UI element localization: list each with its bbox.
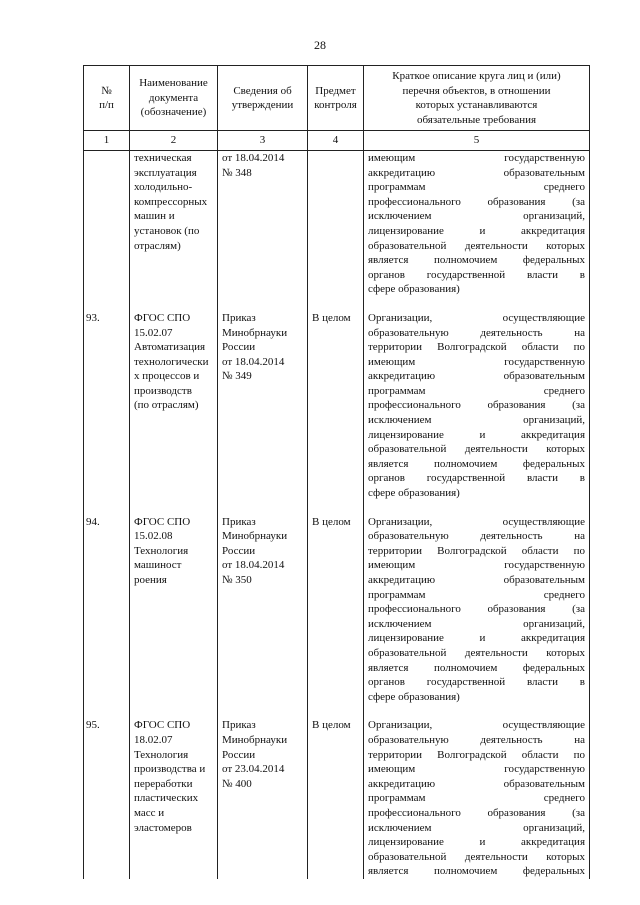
document-name-line: ФГОС СПО xyxy=(134,719,191,732)
document-name xyxy=(130,311,218,501)
document-name-line: машин и xyxy=(134,210,175,223)
header-line: п/п xyxy=(99,99,114,112)
header-line: № xyxy=(101,84,112,97)
document-name-line: эластомеров xyxy=(134,821,192,834)
control-subject: В целом xyxy=(308,311,364,501)
document-name-line: машиност xyxy=(134,559,182,572)
description-line: образовательную деятельность на xyxy=(368,733,585,746)
spacer-cell xyxy=(364,501,590,515)
description-line: аккредитацию образовательным xyxy=(368,574,585,586)
document-name-line: ФГОС СПО xyxy=(134,515,191,528)
document-name-line: установок (по xyxy=(134,224,200,237)
description-line: программам среднего xyxy=(368,792,585,805)
spacer-cell xyxy=(84,297,130,311)
description-line: профессионального образования (за xyxy=(368,399,585,412)
document-name-line: холодильно- xyxy=(134,181,193,194)
row-number: 93. xyxy=(84,311,130,501)
document-name-line: компрессорных xyxy=(134,195,208,208)
column-number: 3 xyxy=(218,131,308,151)
description-line: образовательную деятельность на xyxy=(368,530,585,543)
description xyxy=(364,311,590,501)
approval-info xyxy=(218,311,308,501)
header-line: контроля xyxy=(314,99,357,112)
description-line: органов государственной власти в xyxy=(368,472,585,485)
description-line: аккредитацию образовательным xyxy=(368,166,585,179)
description-line: исключением организаций, xyxy=(368,821,585,834)
header-line: обязательные требования xyxy=(416,113,537,126)
description-line: является полномочием федеральных xyxy=(368,457,585,470)
table-body xyxy=(84,150,590,878)
approval-line: Приказ xyxy=(222,311,256,324)
approval-line: России xyxy=(222,341,256,354)
description-line: образовательной деятельности которых xyxy=(368,239,585,252)
approval-line: от 18.04.2014 xyxy=(222,559,285,572)
spacer-cell xyxy=(130,501,218,515)
control-subject: В целом xyxy=(308,515,364,705)
header-number xyxy=(84,66,130,131)
description-line: имеющим государственную xyxy=(368,763,585,776)
description-line: сфере образования) xyxy=(368,283,460,296)
approval-line: Минобрнауки xyxy=(222,326,288,339)
table-row xyxy=(84,515,590,705)
spacer-cell xyxy=(84,704,130,718)
row-spacer xyxy=(84,704,590,718)
description-line: лицензирование и аккредитация xyxy=(368,428,585,441)
description-line: образовательную деятельность на xyxy=(368,326,585,339)
spacer-cell xyxy=(364,297,590,311)
description-line: органов государственной власти в xyxy=(368,676,585,689)
row-number: 95. xyxy=(84,718,130,879)
description xyxy=(364,515,590,705)
description-line: является полномочием федеральных xyxy=(368,661,585,674)
description-line: лицензирование и аккредитация xyxy=(368,632,585,645)
spacer-cell xyxy=(130,704,218,718)
approval-line: от 18.04.2014 xyxy=(222,355,285,368)
approval-line: № 349 xyxy=(222,370,252,383)
description-line: аккредитацию образовательным xyxy=(368,370,585,383)
description-line: органов государственной власти в xyxy=(368,268,585,281)
document-name-line: масс и xyxy=(134,806,165,819)
description-line: территории Волгоградской области по xyxy=(368,544,585,557)
row-spacer xyxy=(84,297,590,311)
spacer-cell xyxy=(308,704,364,718)
document-name xyxy=(130,515,218,705)
approval-line: № 348 xyxy=(222,166,252,179)
description xyxy=(364,150,590,296)
spacer-cell xyxy=(218,501,308,515)
document-name-line: (по отраслям) xyxy=(134,399,199,412)
spacer-cell xyxy=(308,501,364,515)
spacer-cell xyxy=(308,297,364,311)
approval-info xyxy=(218,718,308,879)
approval-line: Минобрнауки xyxy=(222,733,288,746)
approval-line: № 350 xyxy=(222,574,252,586)
column-number: 5 xyxy=(364,131,590,151)
document-name xyxy=(130,150,218,296)
document-name-line: ФГОС СПО xyxy=(134,311,191,324)
row-spacer xyxy=(84,501,590,515)
description-line: образовательной деятельности которых xyxy=(368,646,585,659)
document-name-line: производств xyxy=(134,384,192,397)
description-line: аккредитацию образовательным xyxy=(368,777,585,790)
header-description xyxy=(364,66,590,131)
document-name-line: 15.02.08 xyxy=(134,530,173,543)
spacer-cell xyxy=(218,704,308,718)
description-line: сфере образования) xyxy=(368,487,460,500)
header-line: Наименование xyxy=(139,77,208,90)
row-number: 94. xyxy=(84,515,130,705)
document-name-line: технологически xyxy=(134,355,209,368)
header-line: Краткое описание круга лиц и (или) xyxy=(392,70,561,82)
header-line: документа xyxy=(148,91,199,104)
row-number xyxy=(84,150,130,296)
document-name-line: отраслям) xyxy=(134,239,181,252)
table-row xyxy=(84,311,590,501)
description-line: образовательной деятельности которых xyxy=(368,850,585,863)
description-line: имеющим государственную xyxy=(368,355,585,368)
description-line: образовательной деятельности которых xyxy=(368,443,585,456)
table-header xyxy=(84,66,590,151)
description-line: имеющим государственную xyxy=(368,151,585,164)
requirements-table xyxy=(83,65,590,879)
description-line: исключением организаций, xyxy=(368,210,585,223)
approval-line: Приказ xyxy=(222,719,256,732)
document-name-line: техническая xyxy=(134,151,192,164)
control-subject xyxy=(308,150,364,296)
description xyxy=(364,718,590,879)
description-line: территории Волгоградской области по xyxy=(368,341,585,354)
spacer-cell xyxy=(364,704,590,718)
header-line: перечня объектов, в отношении xyxy=(402,84,551,97)
document-name-line: х процессов и xyxy=(134,370,200,383)
document-name xyxy=(130,718,218,879)
header-subject xyxy=(308,66,364,131)
table-row xyxy=(84,718,590,879)
description-line: профессионального образования (за xyxy=(368,603,585,616)
description-line: лицензирование и аккредитация xyxy=(368,836,585,849)
approval-line: России xyxy=(222,748,256,761)
description-line: является полномочием федеральных xyxy=(368,254,585,267)
page-number: 28 xyxy=(314,38,326,52)
document-name-line: роения xyxy=(134,574,167,586)
approval-line: Приказ xyxy=(222,515,256,528)
approval-line: Минобрнауки xyxy=(222,530,288,543)
approval-line: № 400 xyxy=(222,777,252,790)
description-line: программам среднего xyxy=(368,181,585,194)
column-number: 2 xyxy=(130,131,218,151)
header-approval xyxy=(218,66,308,131)
document-name-line: 18.02.07 xyxy=(134,733,173,746)
document-name-line: пластических xyxy=(134,792,199,805)
description-line: сфере образования) xyxy=(368,690,460,703)
description-line: является полномочием федеральных xyxy=(368,865,585,878)
header-line: Сведения об xyxy=(233,84,292,97)
document-name-line: Технология xyxy=(134,748,189,761)
document-name-line: Технология xyxy=(134,544,189,557)
description-line: Организации, осуществляющие xyxy=(368,311,585,324)
description-line: лицензирование и аккредитация xyxy=(368,224,585,237)
description-line: территории Волгоградской области по xyxy=(368,748,585,761)
header-line: (обозначение) xyxy=(140,106,207,119)
description-line: Организации, осуществляющие xyxy=(368,515,585,528)
approval-info xyxy=(218,150,308,296)
spacer-cell xyxy=(130,297,218,311)
header-line: которых устанавливаются xyxy=(415,99,538,112)
spacer-cell xyxy=(218,297,308,311)
approval-info xyxy=(218,515,308,705)
description-line: профессионального образования (за xyxy=(368,806,585,819)
header-line: утверждении xyxy=(231,99,294,112)
description-line: имеющим государственную xyxy=(368,559,585,572)
column-numbers-row xyxy=(84,131,590,151)
description-line: профессионального образования (за xyxy=(368,195,585,208)
column-number: 1 xyxy=(84,131,130,151)
approval-line: от 18.04.2014 xyxy=(222,151,285,164)
approval-line: от 23.04.2014 xyxy=(222,763,285,776)
column-number: 4 xyxy=(308,131,364,151)
approval-line: России xyxy=(222,544,256,557)
description-line: исключением организаций, xyxy=(368,414,585,427)
description-line: исключением организаций, xyxy=(368,617,585,630)
table-row xyxy=(84,150,590,296)
document-name-line: производства и xyxy=(134,763,206,776)
document-name-line: Автоматизация xyxy=(134,341,206,354)
description-line: Организации, осуществляющие xyxy=(368,719,585,732)
control-subject: В целом xyxy=(308,718,364,879)
document-name-line: переработки xyxy=(134,777,193,790)
header-document xyxy=(130,66,218,131)
document-name-line: эксплуатация xyxy=(134,166,197,179)
spacer-cell xyxy=(84,501,130,515)
description-line: программам среднего xyxy=(368,384,585,397)
header-line: Предмет xyxy=(315,84,356,97)
description-line: программам среднего xyxy=(368,588,585,601)
document-name-line: 15.02.07 xyxy=(134,326,173,339)
